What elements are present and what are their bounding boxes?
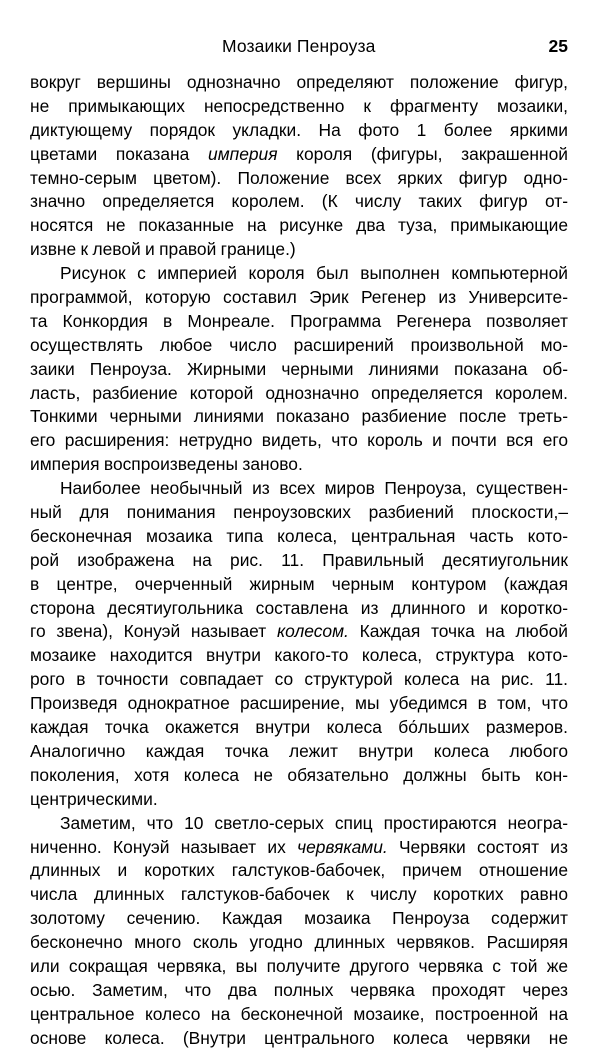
text-line xyxy=(30,334,568,358)
text-run: осью. Заметим, что два полных червяка проходят через xyxy=(30,979,568,1000)
text-run: сторона десятиугольника составлена из длинного и коротко- xyxy=(30,597,568,618)
text-line xyxy=(30,907,568,931)
text-run: рой изображена на рис. 11. Правильный десятиугольник xyxy=(30,549,568,570)
page-number: 25 xyxy=(548,36,568,56)
text-run: его расширения: нетрудно видеть, что король и почти вся его xyxy=(30,430,568,451)
text-line xyxy=(30,692,568,716)
text-run: заики Пенроуза. Жирными черными линиями показана об- xyxy=(30,358,568,379)
text-run: программой, которую составил Эрик Регенер из Университе- xyxy=(30,287,568,308)
text-run: цветами показана xyxy=(30,143,209,164)
italic-term: империя xyxy=(208,143,278,164)
text-line xyxy=(30,71,568,95)
text-run: основе колеса. (Внутри центрального колеса червяки не xyxy=(30,1027,568,1048)
text-line xyxy=(30,788,568,812)
text-line xyxy=(30,549,568,573)
text-run: бесконечно много сколь угодно длинных червяков. Расширяя xyxy=(30,932,568,953)
text-run: длинных и коротких галстуков-бабочек, причем отношение xyxy=(30,860,568,881)
text-run: Заметим, что 10 светло-серых спиц простираются неогра- xyxy=(60,812,568,833)
text-line xyxy=(30,740,568,764)
text-line xyxy=(30,525,568,549)
text-run: или сокращая червяка, вы получите другого червяка с той же xyxy=(30,955,568,976)
text-line xyxy=(30,620,568,644)
text-line xyxy=(30,764,568,788)
text-line xyxy=(30,883,568,907)
text-line xyxy=(30,119,568,143)
text-line xyxy=(30,358,568,382)
text-run: диктующему порядок укладки. На фото 1 более яркими xyxy=(30,119,568,140)
text-run: Червяки состоят из xyxy=(387,836,568,857)
text-line xyxy=(30,716,568,740)
paragraph xyxy=(30,812,568,1051)
italic-term: колесом. xyxy=(276,621,349,642)
text-run: в центре, очерченный жирным черным контуром (каждая xyxy=(30,573,568,594)
text-run: центрическими. xyxy=(30,788,158,809)
text-run: Рисунок с империей короля был выполнен компьютерной xyxy=(60,263,568,284)
text-run: каждая точка окажется внутри колеса бо́льших размеров. xyxy=(30,717,568,738)
text-run: Каждая точка на любой xyxy=(348,621,568,642)
text-run: извне к левой и правой границе.) xyxy=(30,239,296,260)
text-line xyxy=(30,262,568,286)
text-line xyxy=(30,668,568,692)
page-header xyxy=(30,36,568,58)
text-run: бесконечная мозаика типа колеса, центральная часть кото- xyxy=(30,525,568,546)
text-line xyxy=(30,238,568,262)
text-run: числа длинных галстуков-бабочек к числу коротких равно xyxy=(30,884,568,905)
text-line xyxy=(30,453,568,477)
text-run: не примыкающих непосредственно к фрагменту мозаики, xyxy=(30,95,568,116)
text-line xyxy=(30,812,568,836)
text-line xyxy=(30,1027,568,1051)
text-line xyxy=(30,1003,568,1027)
text-line xyxy=(30,286,568,310)
text-run: ниченно. Конуэй называет их xyxy=(30,836,298,857)
text-run: ный для понимания пенроузовских разбиений плоскости,– xyxy=(30,502,568,523)
text-run: короля (фигуры, закрашенной xyxy=(277,143,568,164)
text-run: империя воспроизведены заново. xyxy=(30,454,303,475)
text-run: носятся не показанные на рисунке два туза, примыкающие xyxy=(30,215,568,236)
text-run: Произведя однократное расширение, мы убедимся в том, что xyxy=(30,693,568,714)
book-page xyxy=(30,0,568,1048)
text-line xyxy=(30,382,568,406)
text-line xyxy=(30,859,568,883)
text-run: осуществлять любое число расширений произвольной мо- xyxy=(30,334,568,355)
text-run: ласть, разбиение которой однозначно определяется королем. xyxy=(30,382,568,403)
text-run: вокруг вершины однозначно определяют положение фигур, xyxy=(30,72,568,92)
text-run: Аналогично каждая точка лежит внутри колеса любого xyxy=(30,740,568,761)
text-run: Наиболее необычный из всех миров Пенроуза, существен- xyxy=(60,478,568,499)
paragraph xyxy=(30,262,568,477)
text-line xyxy=(30,644,568,668)
text-run: золотому сечению. Каждая мозаика Пенроуза содержит xyxy=(30,908,568,929)
text-line xyxy=(30,143,568,167)
text-line xyxy=(30,405,568,429)
text-run: Тонкими черными линиями показано разбиение после треть- xyxy=(30,406,568,427)
text-line xyxy=(30,429,568,453)
text-run: поколения, хотя колеса не обязательно должны быть кон- xyxy=(30,764,568,785)
text-line xyxy=(30,214,568,238)
text-run: рого в точности совпадает со структурой колеса на рис. 11. xyxy=(30,669,568,690)
text-line xyxy=(30,95,568,119)
text-line xyxy=(30,573,568,597)
text-run: центральное колесо на бесконечной мозаике, построенной на xyxy=(30,1003,568,1024)
body-text xyxy=(30,71,568,1051)
text-run: темно-серым цветом). Положение всех ярких фигур одно- xyxy=(30,167,568,188)
running-title: Мозаики Пенроуза xyxy=(222,36,376,56)
text-line xyxy=(30,955,568,979)
paragraph xyxy=(30,477,568,811)
text-run: мозаике находится внутри какого-то колеса, структура кото- xyxy=(30,645,568,666)
text-line xyxy=(30,310,568,334)
text-run: значно определяется королем. (К числу таких фигур от- xyxy=(30,191,568,212)
text-line xyxy=(30,597,568,621)
text-line xyxy=(30,836,568,860)
text-run: го звена), Конуэй называет xyxy=(30,621,277,642)
text-line xyxy=(30,190,568,214)
text-line xyxy=(30,167,568,191)
paragraph xyxy=(30,71,568,262)
text-line xyxy=(30,979,568,1003)
text-run: та Конкордия в Монреале. Программа Регенера позволяет xyxy=(30,310,568,331)
text-line xyxy=(30,501,568,525)
italic-term: червяками. xyxy=(297,836,388,857)
text-line xyxy=(30,477,568,501)
text-line xyxy=(30,931,568,955)
